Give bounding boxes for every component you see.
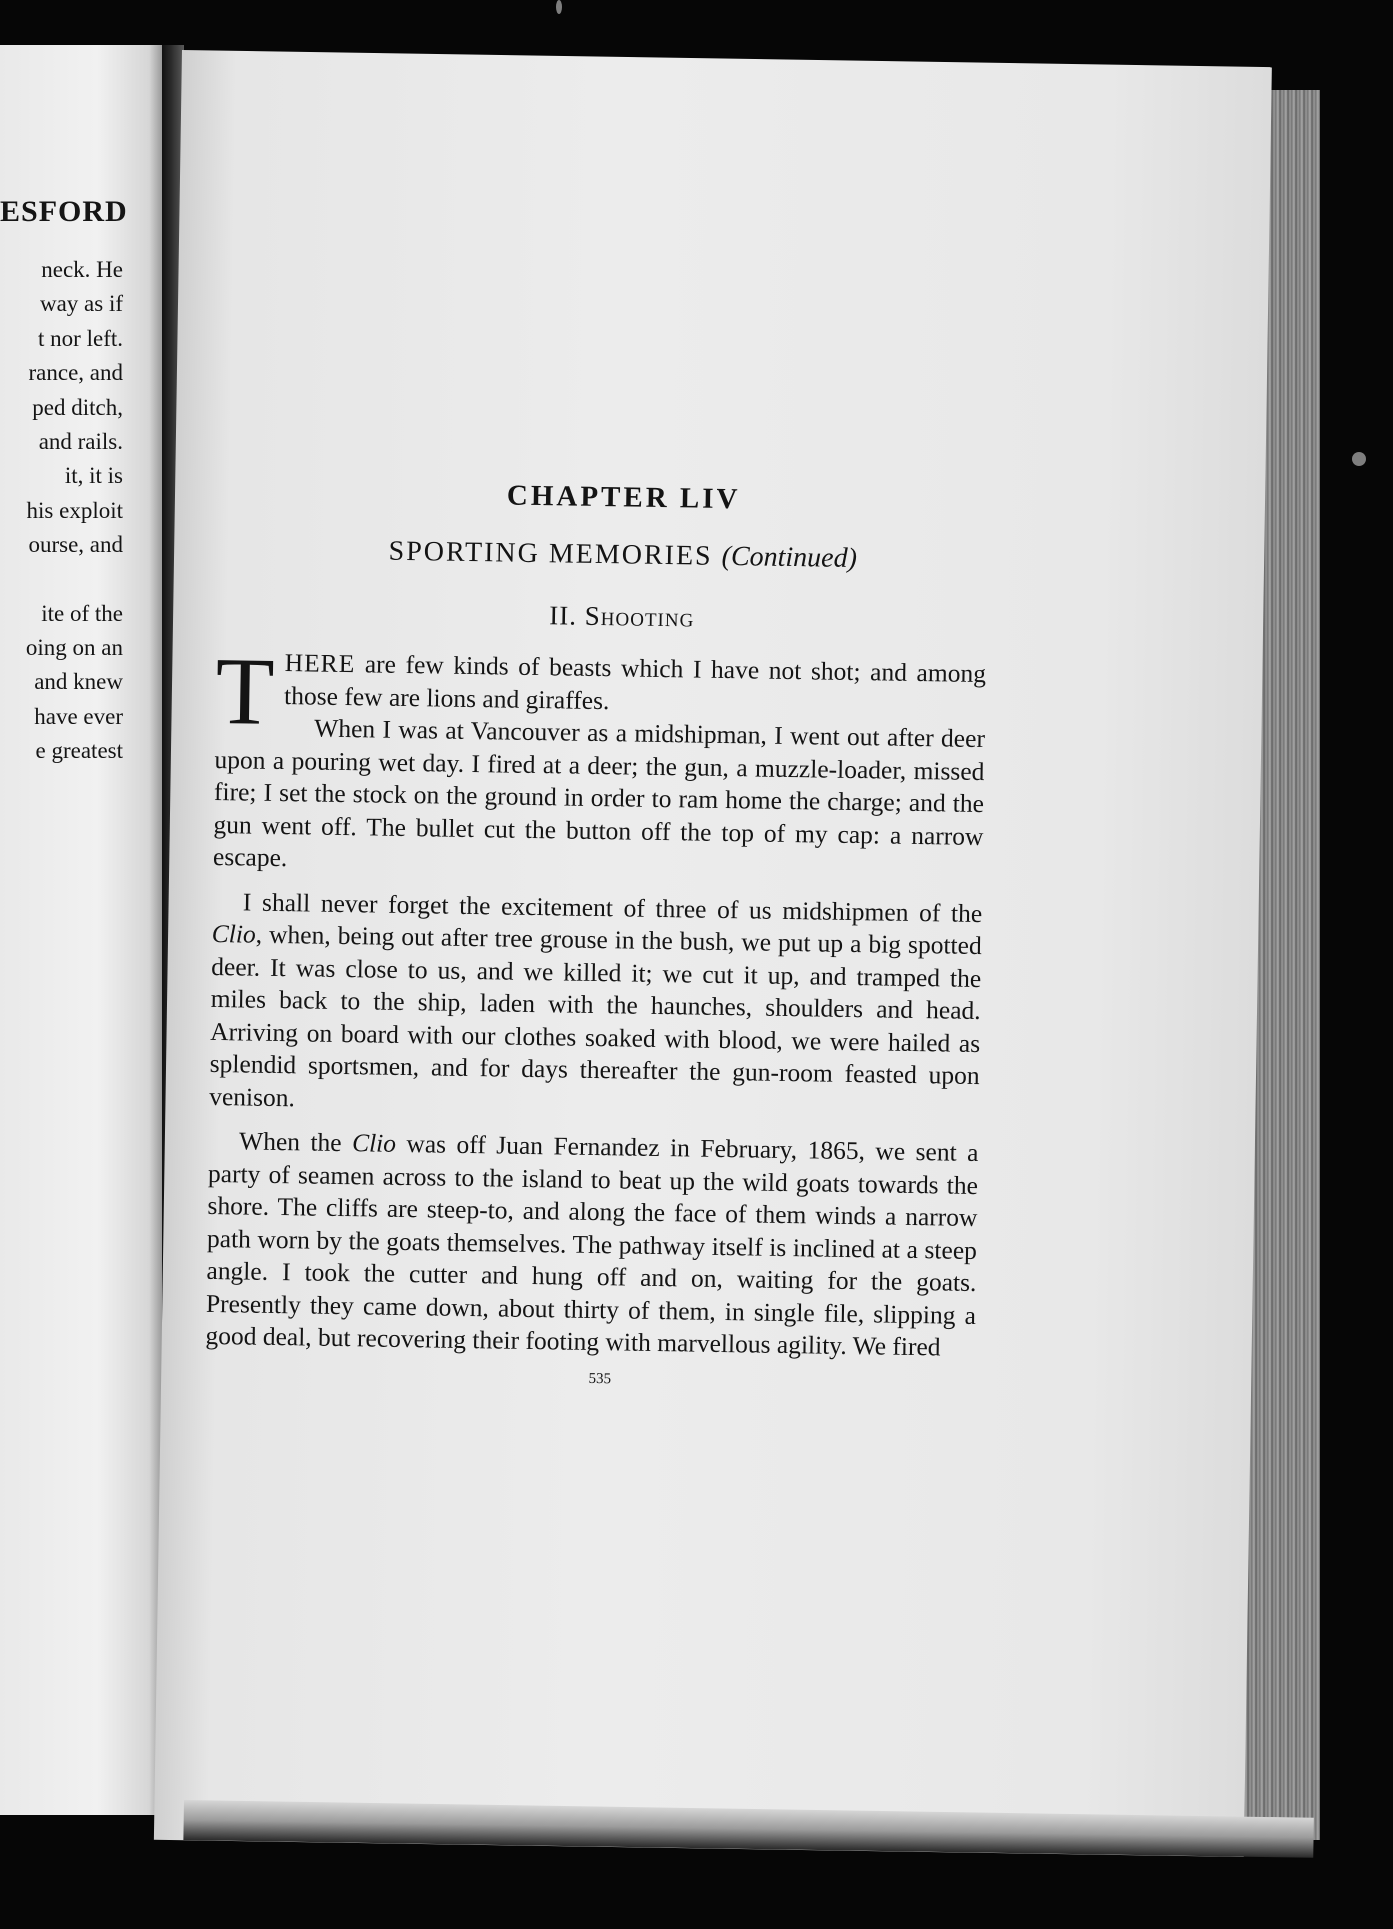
drop-cap: T: [214, 636, 276, 745]
paragraph: When I was at Vancouver as a midshipman, I went out after deer upon a pouring wet day. I fired at a deer; the gun, a muzzle-loader, missed fire; I set the stock on the ground in order to ram home the charge; and the gun went off. The bullet cut the button off the top of my cap: a narrow escape.: [212, 713, 986, 873]
left-page-line: and rails.: [38, 428, 123, 454]
chapter-subtitle: [218, 533, 988, 577]
left-page-line: ourse, and: [28, 532, 123, 558]
section-title: II. Shooting: [549, 600, 695, 633]
ship-name: Clio: [351, 1128, 397, 1158]
right-page-text-block: [205, 475, 989, 1393]
left-page-line: neck. He: [41, 257, 123, 282]
left-page-line: his exploit: [26, 497, 123, 523]
left-page-text: [0, 253, 123, 768]
paragraph: [214, 636, 987, 745]
left-page-line: oing on an: [25, 634, 123, 660]
body-text: [205, 636, 987, 1365]
chapter-subtitle-note: (Continued): [721, 540, 858, 575]
scan-artifact: [556, 0, 562, 14]
left-page-line: have ever: [34, 703, 123, 729]
left-page-line: it, it is: [64, 463, 123, 489]
paragraph: When the Clio was off Juan Fernandez in February, 1865, we sent a party of seamen across to the island to beat up the wild goats towards the shore. The cliffs are steep-to, and along the face of them winds a narrow path worn by the goats themselves. The pathway itself is inclined at a steep angle. I took the cutter and hung off and on, waiting for the goats. Presently they came down, about thirty of them, in single file, slipping a good deal, but recovering their footing with marvellous agility. We fired: [205, 1126, 979, 1362]
ship-name: Clio: [211, 918, 256, 949]
left-page-line: ite of the: [41, 600, 123, 626]
left-page-line: way as if: [39, 291, 123, 317]
chapter-subtitle-main: SPORTING MEMORIES: [388, 535, 713, 572]
paragraph: I shall never forget the excitement of three of us midshipmen of the Clio, when, being out after tree grouse in the bush, we put up a big spotted deer. It was close to us, and we killed it; we cut it up, and tramped the miles back to the ship, laden with the haunches, shoulders and head. Arriving on board with our clothes soaked with blood, we were hailed as splendid sportsmen, and for days thereafter the gun-room feasted upon venison.: [209, 886, 983, 1112]
left-page-line: and knew: [34, 669, 123, 695]
scan-artifact: [1352, 452, 1366, 466]
first-paragraph-text: are few kinds of beasts which I have not shot; and among those few are lions and giraffes.: [283, 649, 987, 715]
left-page: [0, 45, 162, 1815]
left-page-line: [0, 563, 123, 597]
chapter-title: CHAPTER LIV: [506, 479, 741, 516]
left-page-line: e greatest: [35, 738, 123, 764]
page-number: 535: [588, 1370, 612, 1387]
left-page-line: ped ditch,: [32, 394, 123, 420]
left-page-running-header: ESFORD: [0, 195, 128, 228]
left-page-line: rance, and: [28, 360, 123, 386]
first-word: HERE: [284, 648, 356, 679]
left-page-line: t nor left.: [38, 325, 123, 351]
